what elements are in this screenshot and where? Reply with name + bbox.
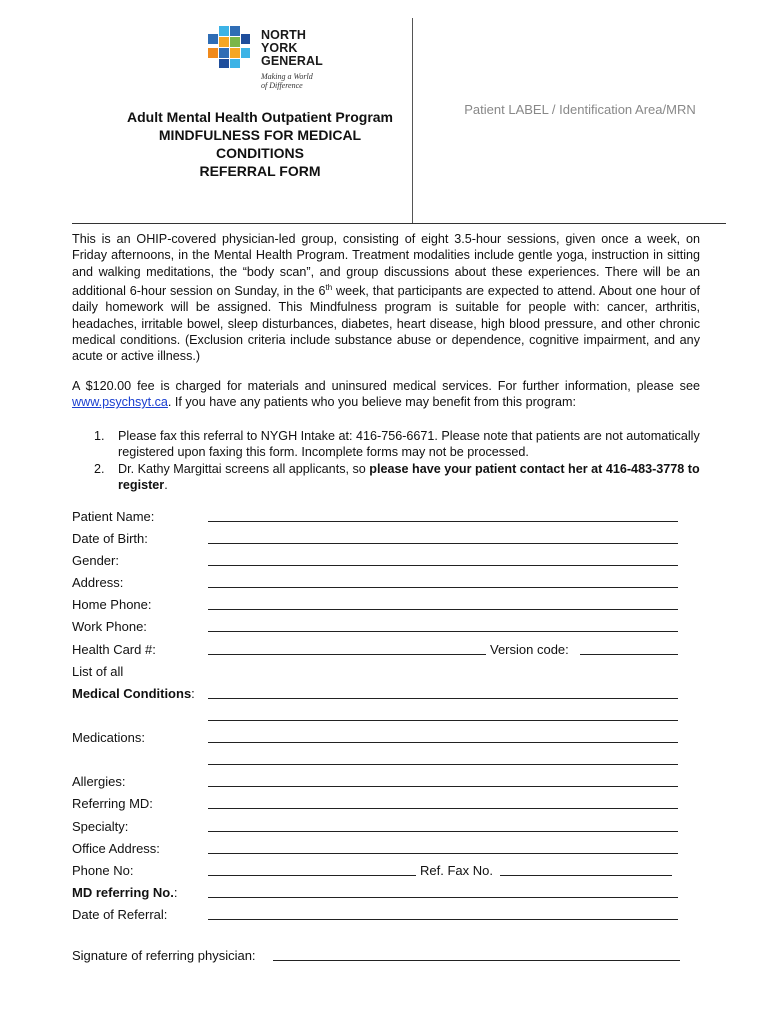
work-phone-row bbox=[72, 619, 682, 641]
medical-conditions-row-2 bbox=[72, 708, 682, 730]
logo-square bbox=[230, 48, 240, 58]
logo-square bbox=[219, 26, 229, 36]
logo-square bbox=[219, 37, 229, 47]
field-label: Date of Referral: bbox=[72, 907, 168, 922]
logo-tagline: Making a World of Difference bbox=[261, 72, 313, 90]
field-label: List of all bbox=[72, 664, 124, 679]
fee-text: A $120.00 fee is charged for materials and uninsured medical services. For further information, please see bbox=[72, 379, 700, 393]
website-link[interactable]: www.psychsyt.ca bbox=[72, 395, 168, 410]
list-text: Please fax this referral to NYGH Intake at: 416-756-6671. Please note that patients are not automatically registered upon faxing this form. Incomplete forms may not be processed. bbox=[118, 429, 700, 460]
logo-square bbox=[208, 34, 218, 44]
medications-field-2[interactable] bbox=[208, 752, 678, 768]
logo-square bbox=[230, 26, 240, 36]
list-of-all-row bbox=[72, 664, 682, 686]
header-divider-horizontal bbox=[72, 223, 726, 224]
specialty-row bbox=[72, 819, 682, 841]
program-description bbox=[72, 231, 700, 365]
field-label: Signature of referring physician: bbox=[72, 948, 256, 963]
logo-square bbox=[230, 59, 240, 68]
home-phone-field[interactable] bbox=[208, 597, 678, 613]
work-phone-field[interactable] bbox=[208, 619, 678, 635]
fee-paragraph bbox=[72, 378, 700, 411]
logo-square bbox=[208, 48, 218, 58]
medications-row bbox=[72, 730, 682, 752]
dob-field[interactable] bbox=[208, 531, 678, 547]
medical-conditions-field[interactable] bbox=[208, 686, 678, 702]
address-row bbox=[72, 575, 682, 597]
fee-text-cont: . If you have any patients who you believe may benefit from this program: bbox=[167, 395, 577, 410]
referring-md-row bbox=[72, 796, 682, 818]
office-address-field[interactable] bbox=[208, 841, 678, 857]
label-bold: Medical Conditions bbox=[72, 686, 192, 701]
field-label: Medications: bbox=[72, 730, 145, 745]
header-divider-vertical bbox=[412, 18, 413, 224]
list-text: Dr. Kathy Margittai screens all applicants, so bbox=[118, 461, 370, 476]
allergies-field[interactable] bbox=[208, 774, 678, 790]
description-text: This is an OHIP-covered physician-led group, consisting of eight 3.5-hour sessions, given once a week, on Friday afternoons, in the Mental Health Program. Treatment modalities include gentle yoga, instruction in sitting and walking meditations, the “body scan”, and group discussions about these experiences. There will be an additional 6-hour session on Sunday, in the 6 bbox=[72, 232, 700, 299]
list-item bbox=[72, 461, 700, 494]
referring-md-field[interactable] bbox=[208, 796, 678, 812]
field-label: Phone No: bbox=[72, 863, 134, 878]
home-phone-row bbox=[72, 597, 682, 619]
field-label: Health Card #: bbox=[72, 642, 156, 657]
description-text-cont: week, that participants are expected to attend. About one hour of daily homework will be assigned. This Mindfulness program is suitable for people with: cancer, arthritis, headaches, irritable bowel, sleep disturbances, diabetes, heart disease, high blood pressure, and other chronic medical conditions. (Exclusion criteria include substance abuse or dependence, cognitive impairment, and any acute or active illness.) bbox=[72, 284, 701, 364]
field-label: Gender: bbox=[72, 553, 119, 568]
version-code-field[interactable] bbox=[580, 642, 678, 658]
medications-row-2 bbox=[72, 752, 682, 774]
medications-field[interactable] bbox=[208, 730, 678, 746]
health-card-row bbox=[72, 642, 682, 664]
field-label: Specialty: bbox=[72, 819, 129, 834]
gender-row bbox=[72, 553, 682, 575]
logo-square bbox=[219, 59, 229, 68]
label-colon: : bbox=[191, 686, 195, 701]
health-card-field[interactable] bbox=[208, 642, 486, 658]
list-text-bold: please have your patient contact her at 416-483-3778 to register bbox=[118, 461, 700, 492]
signature-row bbox=[72, 948, 682, 970]
md-referring-no-row bbox=[72, 885, 682, 907]
medical-conditions-field-2[interactable] bbox=[208, 708, 678, 724]
field-label: Home Phone: bbox=[72, 597, 152, 612]
logo-line: NORTH bbox=[261, 28, 306, 42]
allergies-row bbox=[72, 774, 682, 796]
logo-line: GENERAL bbox=[261, 54, 323, 68]
patient-name-row bbox=[72, 509, 682, 531]
field-label: Date of Birth: bbox=[72, 531, 148, 546]
logo-line: YORK bbox=[261, 41, 298, 55]
field-label bbox=[72, 686, 195, 701]
medical-conditions-row bbox=[72, 686, 682, 708]
md-referring-no-field[interactable] bbox=[208, 885, 678, 901]
phone-no-field[interactable] bbox=[208, 863, 416, 879]
form-title bbox=[110, 108, 410, 180]
title-line: CONDITIONS bbox=[216, 145, 304, 161]
logo-square bbox=[219, 48, 229, 58]
nygh-logo-mark bbox=[208, 26, 250, 68]
label-colon: : bbox=[173, 885, 178, 900]
title-line: REFERRAL FORM bbox=[199, 163, 321, 179]
field-label: Patient Name: bbox=[72, 509, 155, 524]
field-label: Version code: bbox=[490, 642, 569, 657]
patient-label-area: Patient LABEL / Identification Area/MRN bbox=[464, 102, 696, 117]
title-line: MINDFULNESS FOR MEDICAL bbox=[158, 127, 362, 143]
ref-fax-field[interactable] bbox=[500, 863, 672, 879]
office-address-row bbox=[72, 841, 682, 863]
field-label: Address: bbox=[72, 575, 124, 590]
signature-field[interactable] bbox=[273, 948, 680, 964]
label-bold: MD referring No. bbox=[72, 885, 174, 900]
logo-square bbox=[241, 48, 250, 58]
list-number: 1. bbox=[94, 429, 105, 443]
gender-field[interactable] bbox=[208, 553, 678, 569]
address-field[interactable] bbox=[208, 575, 678, 591]
field-label bbox=[72, 885, 177, 900]
field-label: Allergies: bbox=[72, 774, 126, 789]
list-text-end: . bbox=[164, 477, 168, 492]
program-name: Adult Mental Health Outpatient Program bbox=[126, 109, 393, 125]
field-label: Referring MD: bbox=[72, 796, 153, 811]
patient-name-field[interactable] bbox=[208, 509, 678, 525]
field-label: Office Address: bbox=[72, 841, 160, 856]
logo-wordmark bbox=[261, 29, 323, 68]
superscript: th bbox=[325, 282, 333, 292]
logo-square bbox=[230, 37, 240, 47]
list-number: 2. bbox=[94, 461, 105, 476]
list-item bbox=[72, 428, 700, 461]
date-of-referral-row bbox=[72, 907, 682, 929]
field-label: Work Phone: bbox=[72, 619, 147, 634]
phone-no-row bbox=[72, 863, 682, 885]
field-label: Ref. Fax No. bbox=[420, 863, 493, 878]
date-of-referral-field[interactable] bbox=[208, 907, 678, 923]
instructions-list bbox=[72, 428, 700, 493]
dob-row bbox=[72, 531, 682, 553]
specialty-field[interactable] bbox=[208, 819, 678, 835]
logo-square bbox=[241, 34, 250, 44]
